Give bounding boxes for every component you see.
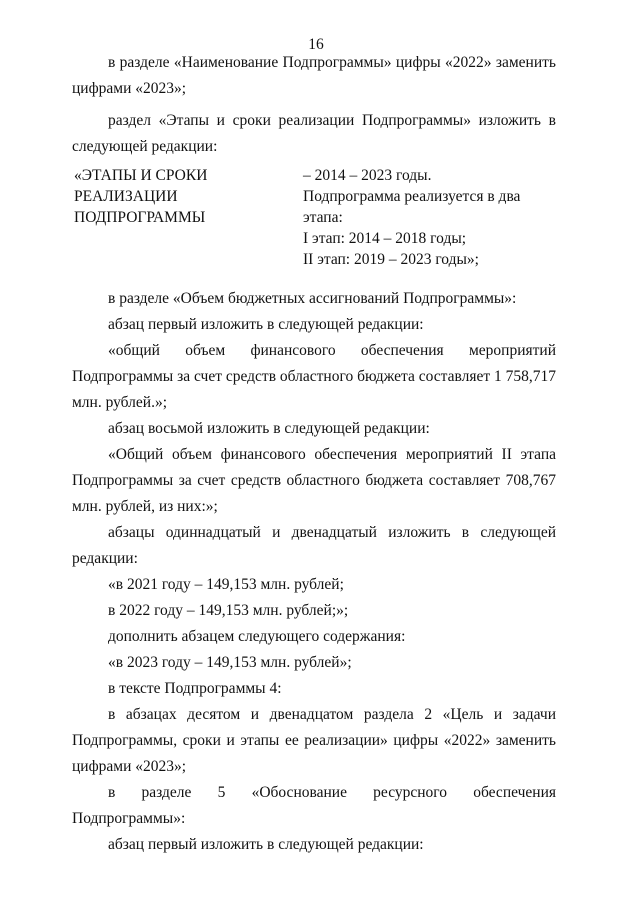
table-cell: I этап: 2014 – 2018 годы; (303, 230, 467, 247)
document-body (72, 50, 556, 858)
paragraph: абзац первый изложить в следующей редакции: (108, 836, 424, 853)
table-cell: «ЭТАПЫ И СРОКИ (74, 167, 208, 184)
paragraph: «в 2023 году – 149,153 млн. рублей»; (108, 654, 352, 671)
paragraph: «в 2021 году – 149,153 млн. рублей; (108, 576, 344, 593)
table-cell: – 2014 – 2023 годы. (303, 167, 432, 184)
stages-table-left (72, 165, 289, 270)
paragraph: в 2022 году – 149,153 млн. рублей;»; (108, 602, 349, 619)
table-cell: II этап: 2019 – 2023 годы»; (303, 251, 479, 268)
paragraph: абзацы одиннадцатый и двенадцатый изложить в следующей редакции: (72, 524, 556, 567)
paragraph: абзац восьмой изложить в следующей редакции: (108, 420, 430, 437)
table-cell: Подпрограмма реализуется в два этапа: (303, 188, 521, 226)
paragraph: «общий объем финансового обеспечения мероприятий Подпрограммы за счет средств областного бюджета составляет 1 758,717 млн. рублей.»; (72, 342, 556, 411)
paragraph: в тексте Подпрограммы 4: (108, 680, 282, 697)
paragraph: абзац первый изложить в следующей редакции: (108, 316, 424, 333)
table-cell: РЕАЛИЗАЦИИ (74, 188, 178, 205)
stages-table-right (289, 165, 556, 270)
paragraph: раздел «Этапы и сроки реализации Подпрограммы» изложить в следующей редакции: (72, 112, 556, 155)
paragraph: в разделе «Наименование Подпрограммы» цифры «2022» заменить цифрами «2023»; (72, 54, 556, 97)
paragraph: в абзацах десятом и двенадцатом раздела 2 «Цель и задачи Подпрограммы, сроки и этапы ее реализации» цифры «2022» заменить цифрами «2023»; (72, 706, 556, 775)
table-cell: ПОДПРОГРАММЫ (74, 209, 206, 226)
page-number: 16 (308, 36, 324, 53)
paragraph: в разделе 5 «Обоснование ресурсного обеспечения Подпрограммы»: (72, 784, 556, 827)
paragraph: «Общий объем финансового обеспечения мероприятий II этапа Подпрограммы за счет средств областного бюджета составляет 708,767 млн. рублей, из них:»; (72, 446, 556, 515)
paragraph: в разделе «Объем бюджетных ассигнований Подпрограммы»: (108, 290, 517, 307)
stages-table (72, 165, 556, 270)
paragraph: дополнить абзацем следующего содержания: (108, 628, 406, 645)
